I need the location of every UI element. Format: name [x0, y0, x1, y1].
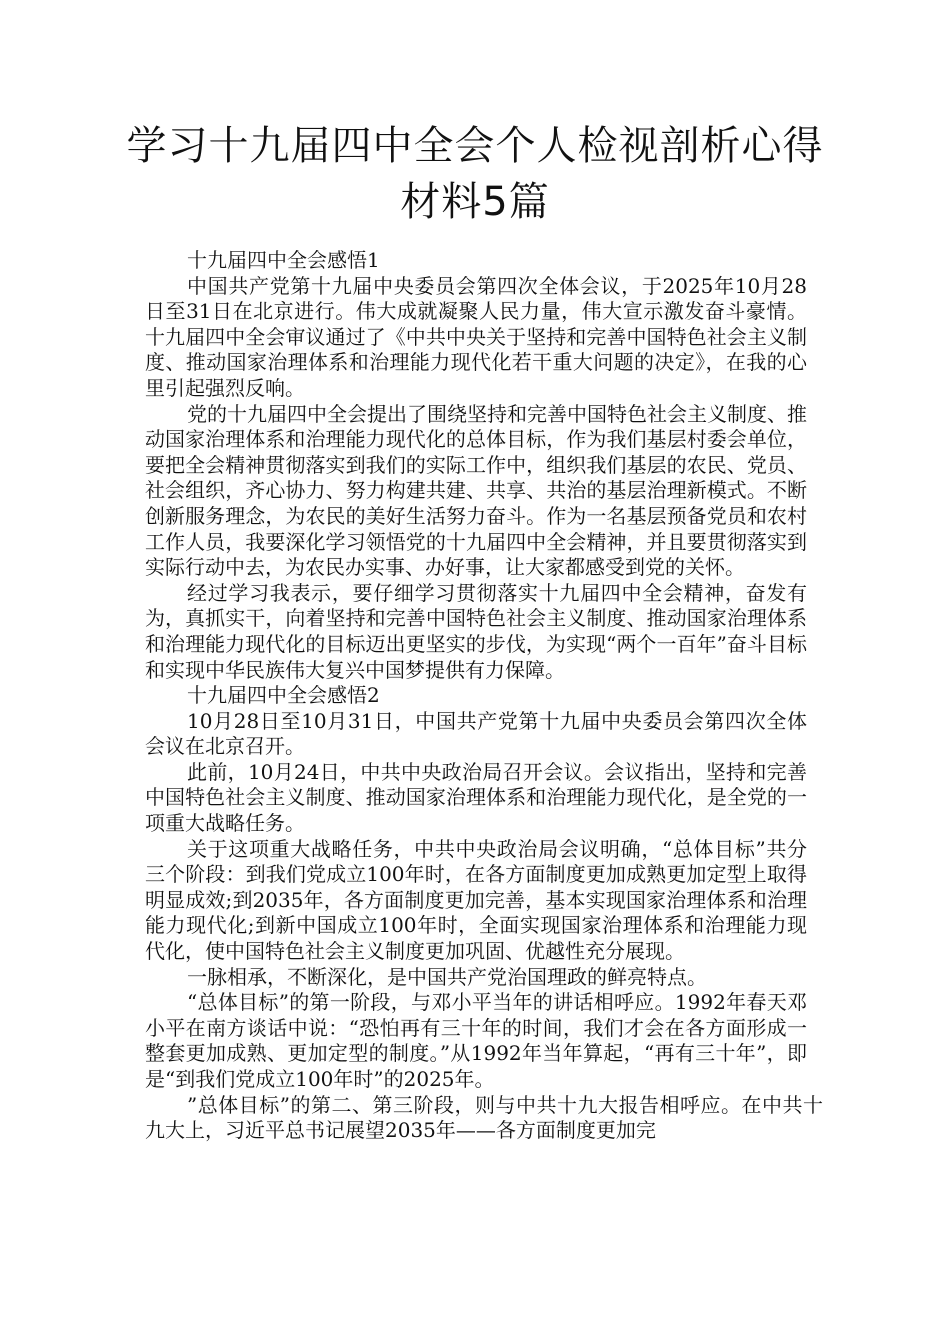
body-paragraph: 中国共产党第十九届中央委员会第四次全体会议，于2025年10月28日至31日在北京进行。伟大成就凝聚人民力量，伟大宣示激发奋斗豪情。十九届四中全会审议通过了《中共中央关于坚持和完善中国特色社会主义制度、推动国家治理体系和治理能力现代化若干重大问题的决定》，在我的心里引起强烈反响。: [145, 273, 807, 400]
document-title: [118, 118, 832, 230]
title-line-1: 学习十九届四中全会个人检视剖析心得: [126, 123, 824, 169]
body-paragraph: 10月28日至10月31日，中国共产党第十九届中央委员会第四次全体会议在北京召开。: [145, 708, 807, 759]
document-body: [145, 248, 823, 1144]
body-paragraph: 经过学习我表示，要仔细学习贯彻落实十九届四中全会精神，奋发有为，真抓实干，向着坚持和完善中国特色社会主义制度、推动国家治理体系和治理能力现代化的目标迈出更坚实的步伐，为实现“两个一百年”奋斗目标和实现中华民族伟大复兴中国梦提供有力保障。: [145, 580, 807, 682]
body-paragraph: “总体目标”的第一阶段，与邓小平当年的讲话相呼应。1992年春天邓小平在南方谈话中说：“恐怕再有三十年的时间，我们才会在各方面形成一整套更加成熟、更加定型的制度。”从1992年当年算起，“再有三十年”，即是“到我们党成立100年时”的2025年。: [145, 990, 807, 1091]
body-paragraph: 党的十九届四中全会提出了围绕坚持和完善中国特色社会主义制度、推动国家治理体系和治理能力现代化的总体目标，作为我们基层村委会单位，要把全会精神贯彻落实到我们的实际工作中，组织我们基层的农民、党员、社会组织，齐心协力、努力构建共建、共享、共治的基层治理新模式。不断创新服务理念，为农民的美好生活努力奋斗。作为一名基层预备党员和农村工作人员，我要深化学习领悟党的十九届四中全会精神，并且要贯彻落实到实际行动中去，为农民办实事、办好事，让大家都感受到党的关怀。: [145, 401, 807, 580]
body-paragraph: 一脉相承，不断深化，是中国共产党治国理政的鲜亮特点。: [187, 964, 707, 989]
section-heading-2: 十九届四中全会感悟2: [187, 683, 380, 708]
title-line-2: 材料5篇: [400, 179, 550, 225]
body-paragraph: ”总体目标”的第二、第三阶段，则与中共十九大报告相呼应。在中共十九大上，习近平总书记展望2035年——各方面制度更加完: [145, 1092, 823, 1143]
section-heading-1: 十九届四中全会感悟1: [187, 248, 380, 272]
body-paragraph: 关于这项重大战略任务，中共中央政治局会议明确，“总体目标”共分三个阶段：到我们党成立100年时，在各方面制度更加成熟更加定型上取得明显成效;到2035年，各方面制度更加完善，基本实现国家治理体系和治理能力现代化;到新中国成立100年时，全面实现国家治理体系和治理能力现代化，使中国特色社会主义制度更加巩固、优越性充分展现。: [145, 836, 807, 964]
body-paragraph: 此前，10月24日，中共中央政治局召开会议。会议指出，坚持和完善中国特色社会主义制度、推动国家治理体系和治理能力现代化，是全党的一项重大战略任务。: [145, 759, 807, 836]
